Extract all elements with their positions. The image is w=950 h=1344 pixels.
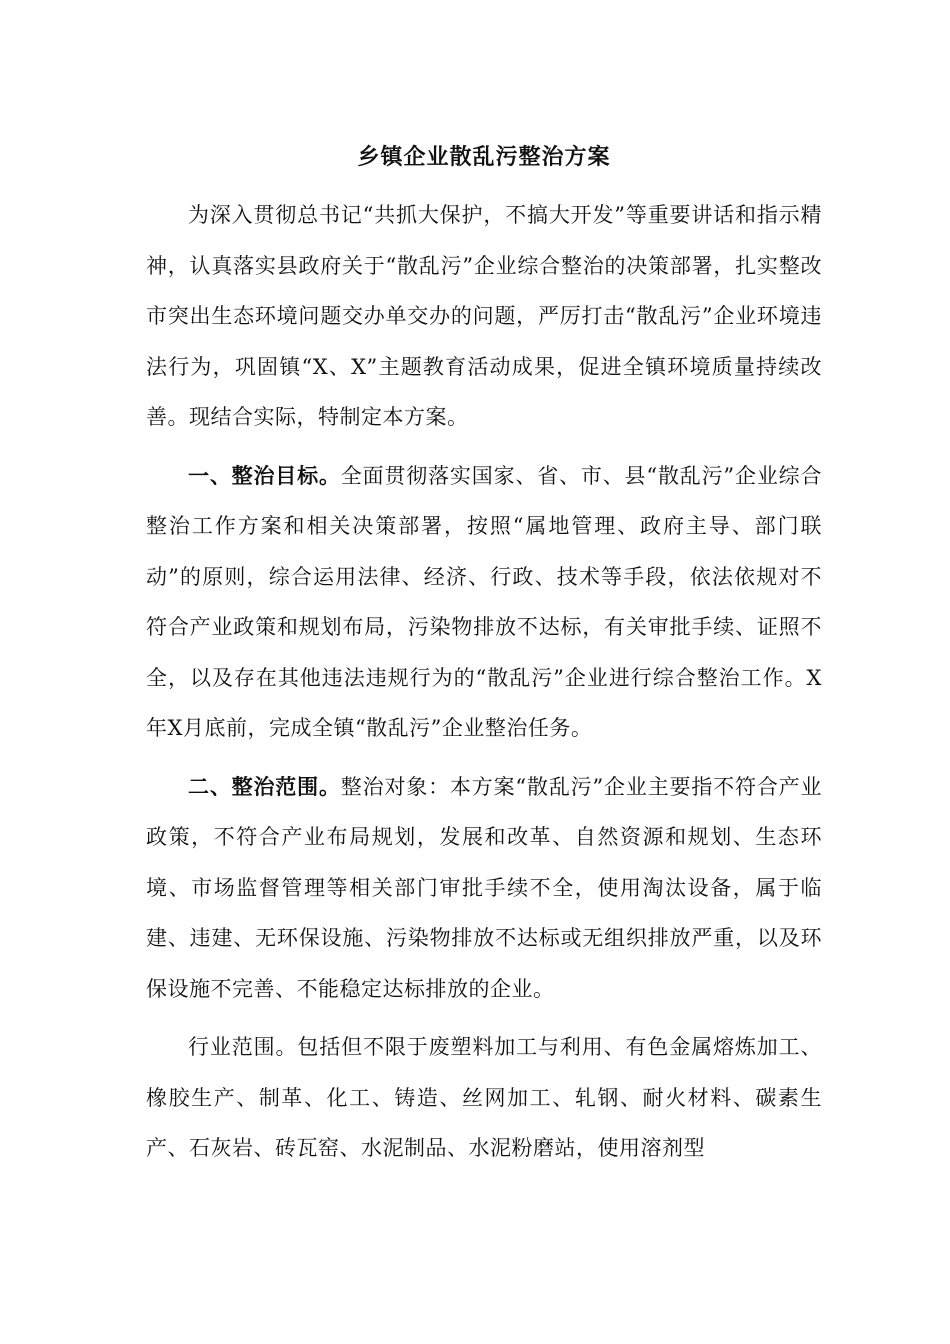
section-goals-heading: 一、整治目标。: [188, 462, 341, 488]
intro-paragraph: 为深入贯彻总书记“共抓大保护，不搞大开发”等重要讲话和指示精神，认真落实县政府关于“散乱污”企业综合整治的决策部署，扎实整改市突出生态环境问题交办单交办的问题，严厉打击“散乱污”企业环境违法行为，巩固镇“X、X”主题教育活动成果，促进全镇环境质量持续改善。现结合实际，特制定本方案。: [146, 203, 822, 429]
section-scope-paragraph: [146, 762, 822, 1015]
industry-scope-paragraph: 行业范围。包括但不限于废塑料加工与利用、有色金属熔炼加工、橡胶生产、制革、化工、铸造、丝网加工、轧钢、耐火材料、碳素生产、石灰岩、砖瓦窑、水泥制品、水泥粉磨站，使用溶剂型: [146, 1035, 822, 1160]
section-scope-text: 整治对象：本方案“散乱污”企业主要指不符合产业政策，不符合产业布局规划，发展和改革、自然资源和规划、生态环境、市场监督管理等相关部门审批手续不全，使用淘汰设备，属于临建、违建、无环保设施、污染物排放不达标或无组织排放严重，以及环保设施不完善、不能稳定达标排放的企业。: [146, 774, 822, 1001]
section-goals-text: 全面贯彻落实国家、省、市、县“散乱污”企业综合整治工作方案和相关决策部署，按照“属地管理、政府主导、部门联动”的原则，综合运用法律、经济、行政、技术等手段，依法依规对不符合产业政策和规划布局，污染物排放不达标，有关审批手续、证照不全，以及存在其他违法违规行为的“散乱污”企业进行综合整治工作。X年X月底前，完成全镇“散乱污”企业整治任务。: [146, 463, 822, 740]
document-title: 乡镇企业散乱污整治方案: [357, 144, 611, 170]
section-scope-heading: 二、整治范围。: [188, 773, 341, 799]
section-goals-paragraph: [146, 451, 822, 754]
document-body: [146, 138, 822, 1182]
